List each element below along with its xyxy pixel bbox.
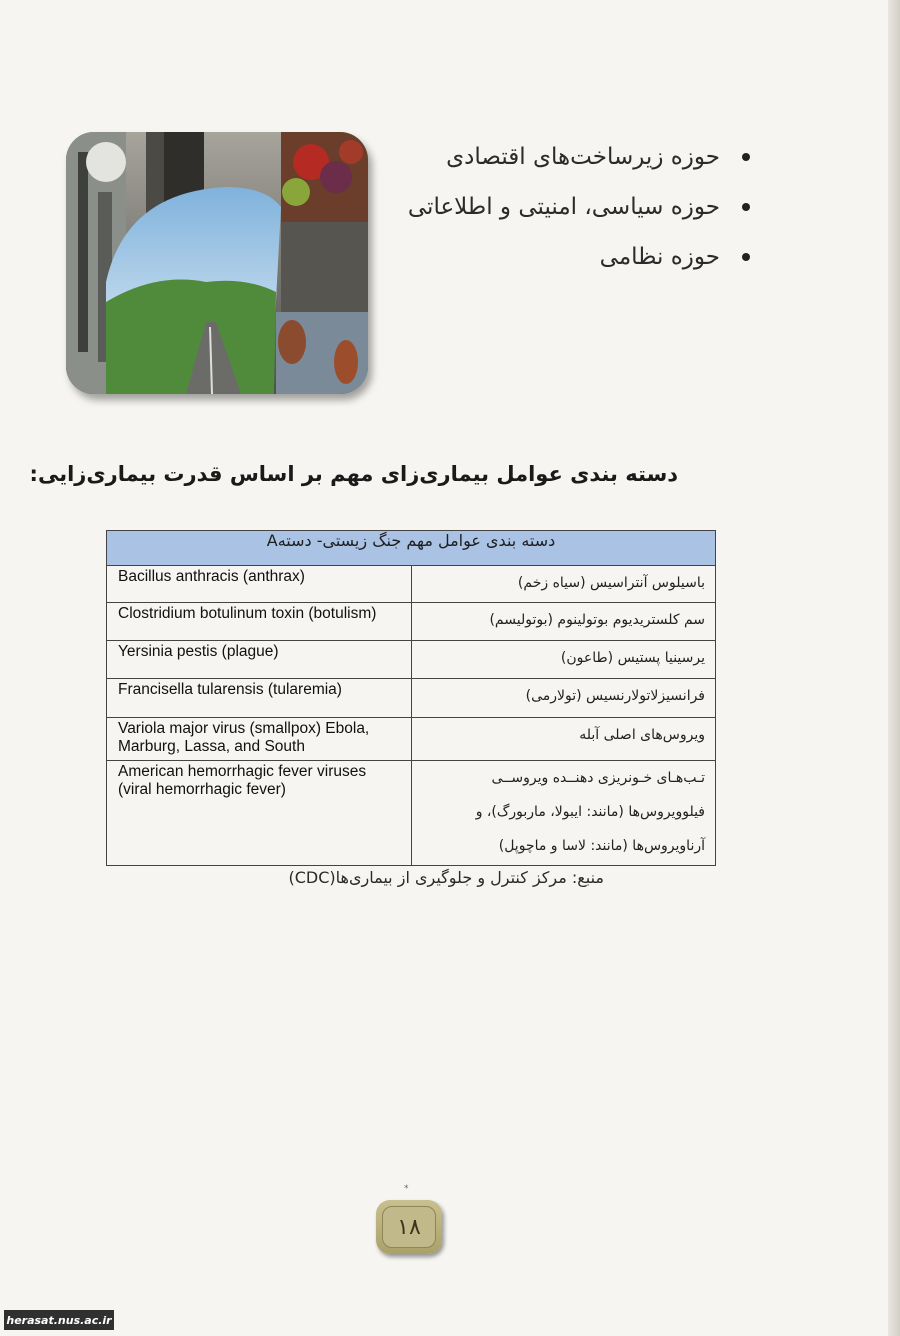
agents-table [106, 530, 716, 866]
asterisk-mark: * [404, 1184, 409, 1194]
bullet-dot-icon [742, 153, 750, 161]
persian-name-cell: ویروس‌های اصلی آبله [411, 718, 716, 761]
bullet-text: حوزه زیرساخت‌های اقتصادی [446, 144, 720, 170]
bullet-dot-icon [742, 203, 750, 211]
persian-name-cell: یرسینیا پستیس (طاعون) [411, 641, 716, 679]
bullet-list [350, 132, 750, 282]
persian-name-cell: تـب‌هـای خـونریزی دهنــده ویروســی فیلوویروس‌ها (مانند: ایبولا، ماربورگ)، و آرناویروس‌ها (مانند: لاسا و ماچوپل) [411, 761, 716, 866]
bullet-text: حوزه سیاسی، امنیتی و اطلاعاتی [407, 194, 720, 220]
bullet-item [350, 132, 750, 182]
english-name-cell: Yersinia pestis (plague) [107, 641, 412, 679]
bullet-item [350, 232, 750, 282]
table-header: دسته بندی عوامل مهم جنگ زیستی- دستهA [107, 531, 716, 566]
english-name-cell: Francisella tularensis (tularemia) [107, 679, 412, 718]
bullet-text: حوزه نظامی [599, 244, 720, 270]
table-row [107, 566, 716, 603]
persian-name-cell: سم کلستریدیوم بوتولینوم (بوتولیسم) [411, 603, 716, 641]
page-edge [888, 0, 900, 1336]
table-row [107, 679, 716, 718]
persian-name-cell: باسیلوس آنتراسیس (سیاه زخم) [411, 566, 716, 603]
english-name-cell: Bacillus anthracis (anthrax) [107, 566, 412, 603]
english-name-cell: Clostridium botulinum toxin (botulism) [107, 603, 412, 641]
table-row [107, 718, 716, 761]
page-number-badge [376, 1200, 442, 1254]
source-note: منبع: مرکز کنترل و جلوگیری از بیماری‌ها(CDC) [288, 868, 604, 887]
section-heading: دسته بندی عوامل بیماری‌زای مهم بر اساس قدرت بیماری‌زایی: [29, 462, 678, 486]
table-row [107, 603, 716, 641]
english-name-cell: Variola major virus (smallpox) Ebola, Marburg, Lassa, and South [107, 718, 412, 761]
persian-name-cell: فرانسیزلاتولارنسیس (تولارمی) [411, 679, 716, 718]
bullet-item [350, 182, 750, 232]
table-row [107, 761, 716, 866]
english-name-cell: American hemorrhagic fever viruses (viral hemorrhagic fever) [107, 761, 412, 866]
table-row [107, 641, 716, 679]
watermark: herasat.nus.ac.ir [4, 1310, 114, 1330]
page-number: ۱۸ [382, 1206, 436, 1248]
bullet-dot-icon [742, 253, 750, 261]
collage-image [66, 132, 368, 394]
